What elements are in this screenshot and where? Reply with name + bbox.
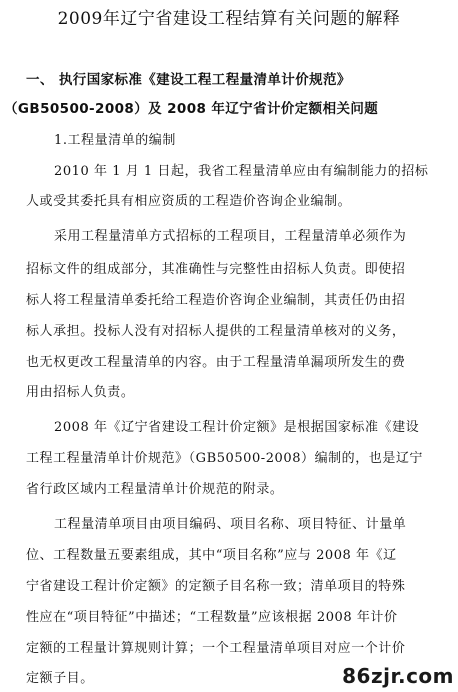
paragraph-line: 用由招标人负责。: [26, 385, 135, 400]
paragraph-line: 定额的工程量计算规则计算；一个工程量清单项目对应一个计价: [26, 641, 406, 656]
paragraph-line: 采用工程量清单方式招标的工程项目，工程量清单必须作为: [54, 229, 407, 244]
paragraph-line: 也无权更改工程量清单的内容。由于工程量清单漏项所发生的费: [26, 355, 406, 370]
paragraph-line: 2010 年 1 月 1 日起，我省工程量清单应由有编制能力的招标: [54, 164, 429, 179]
paragraph-line: 招标文件的组成部分，其准确性与完整性由招标人负责。即使招: [26, 262, 406, 277]
document-title: 2009年辽宁省建设工程结算有关问题的解释: [57, 9, 401, 29]
paragraph-line: 2008 年《辽宁省建设工程计价定额》是根据国家标准《建设: [54, 420, 420, 435]
section-heading-line-1: 一、 执行国家标准《建设工程工程量清单计价规范》: [26, 72, 351, 88]
paragraph-line: 标人承担。投标人没有对招标人提供的工程量清单核对的义务，: [26, 324, 406, 339]
paragraph-line: 人或受其委托具有相应资质的工程造价咨询企业编制。: [26, 194, 352, 209]
paragraph-line: 标人将工程量清单委托给工程造价咨询企业编制，其责任仍由招: [26, 293, 406, 308]
paragraph-line: 省行政区域内工程量清单计价规范的附录。: [26, 482, 284, 497]
paragraph-line: 性应在“项目特征”中描述；“工程数量”应该根据 2008 年计价: [26, 610, 398, 625]
paragraph-line: 位、工程数量五要素组成，其中“项目名称”应与 2008 年《辽: [26, 548, 397, 563]
paragraph-line: 宁省建设工程计价定额》的定额子目名称一致；清单项目的特殊: [26, 579, 406, 594]
paragraph-line: 定额子目。: [26, 671, 94, 686]
watermark: 86zjr.com: [342, 664, 454, 688]
section-heading-line-2: （GB50500-2008）及 2008 年辽宁省计价定额相关问题: [4, 101, 379, 117]
paragraph-line: 工程量清单项目由项目编码、项目名称、项目特征、计量单: [54, 517, 407, 532]
paragraph-line: 工程工程量清单计价规范》（GB50500-2008）编制的，也是辽宁: [26, 451, 423, 466]
subheading: 1.工程量清单的编制: [54, 133, 176, 148]
